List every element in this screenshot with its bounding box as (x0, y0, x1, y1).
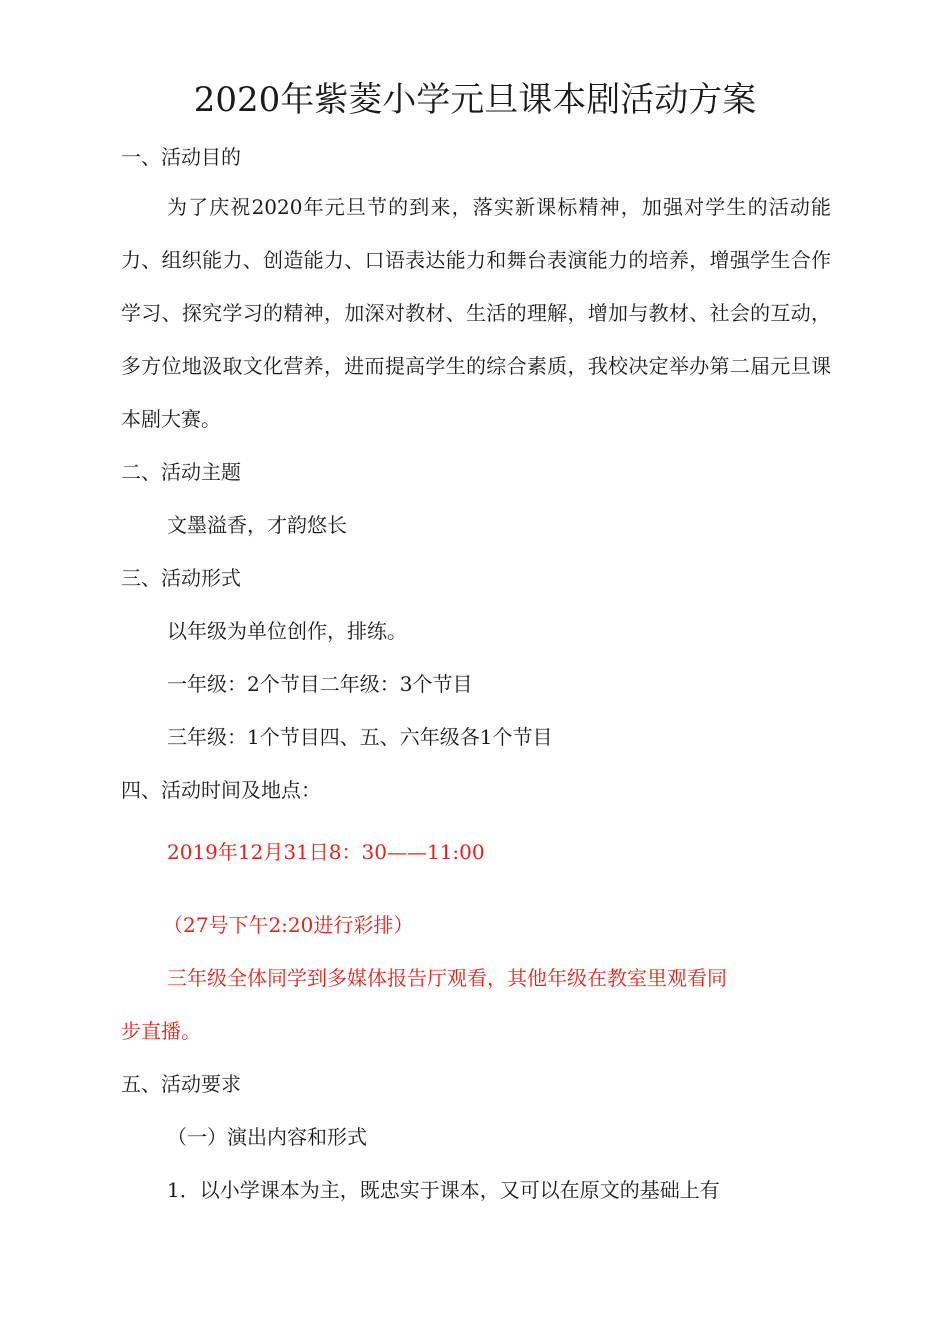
section-1-body: 为了庆祝2020年元旦节的到来，落实新课标精神，加强对学生的活动能力、组织能力、创造能力、口语表达能力和舞台表演能力的培养，增强学生合作学习、探究学习的精神，加深对教材、生活的理解，增加与教材、社会的互动，多方位地汲取文化营养，进而提高学生的综合素质，我校决定举办第二届元旦课本剧大赛。 (121, 195, 831, 431)
section-4-place-line-2: 步直播。 (121, 1019, 201, 1043)
section-3-line-2: 一年级：2个节目二年级：3个节目 (167, 672, 473, 696)
section-4-time: 2019年12月31日8：30——11:00 (167, 840, 485, 864)
section-3-line-1: 以年级为单位创作，排练。 (167, 619, 407, 643)
section-4-heading: 四、活动时间及地点： (121, 778, 321, 802)
section-3-line-3: 三年级：1个节目四、五、六年级各1个节目 (167, 725, 553, 749)
section-4-place-line-1: 三年级全体同学到多媒体报告厅观看，其他年级在教室里观看同 (167, 966, 727, 990)
section-5-item-1: 1．以小学课本为主，既忠实于课本，又可以在原文的基础上有 (167, 1178, 720, 1202)
section-2-heading: 二、活动主题 (121, 460, 241, 484)
section-4-rehearsal: （27号下午2:20进行彩排） (163, 913, 414, 937)
section-5-subheading-1: （一）演出内容和形式 (167, 1125, 367, 1149)
section-2-theme: 文墨溢香，才韵悠长 (167, 513, 347, 537)
section-1-heading: 一、活动目的 (121, 145, 241, 169)
section-3-heading: 三、活动形式 (121, 566, 241, 590)
section-5-heading: 五、活动要求 (121, 1072, 241, 1096)
document-title: 2020年紫菱小学元旦课本剧活动方案 (193, 80, 757, 120)
